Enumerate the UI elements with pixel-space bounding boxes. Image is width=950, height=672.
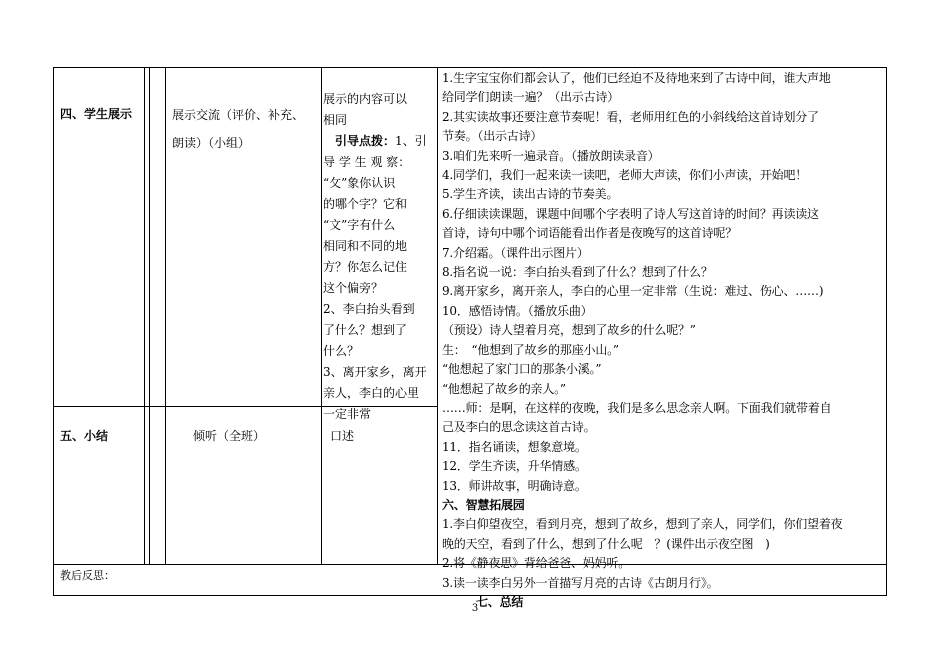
- guidance-line: 什么？: [323, 344, 360, 358]
- section6-line: 2.将《静夜思》背给爸爸、妈妈听。: [442, 556, 631, 571]
- guidance-line: 展示的内容可以: [323, 92, 408, 106]
- section6-title: 六、智慧拓展园: [442, 497, 525, 512]
- step-label-row5: 五、小结: [60, 429, 109, 443]
- guidance-line: “文”字有什么: [323, 218, 396, 232]
- process-line: 11．指名诵读，想象意境。: [442, 439, 587, 454]
- guidance-label-bold: 引导点拨：: [335, 134, 396, 148]
- process-line: 节奏。（出示古诗）: [442, 129, 543, 144]
- activity-row4-line2: 朗读）（小组）: [172, 136, 251, 150]
- process-line: 生： “他想到了故乡的那座小山。”: [442, 342, 619, 357]
- process-line: 3.咱们先来听一遍录音。（播放朗读录音）: [442, 148, 660, 163]
- process-line: 5.学生齐读，读出古诗的节奏美。: [442, 187, 619, 202]
- activity-row4: [172, 104, 320, 155]
- guidance-line: “攵”象你认识: [323, 176, 396, 190]
- process-line: 2.其实读故事还要注意节奏呢！看，老师用红色的小斜线给这首诗划分了: [442, 109, 819, 124]
- guidance-line: 2、李白抬头看到: [323, 302, 415, 316]
- col-divider-3: [165, 67, 166, 565]
- process-line: 6.仔细读读课题，课题中间哪个字表明了诗人写这首诗的时间？再读读这: [442, 206, 819, 221]
- process-line: 己及李白的思念读这首古诗。: [442, 420, 596, 435]
- process-line: 9.离开家乡，离开亲人，李白的心里一定非常（生说：难过、伤心、……): [442, 284, 824, 299]
- activity-row4-line1: 展示交流（评价、补充、: [172, 108, 305, 122]
- col-divider-2: [149, 67, 150, 565]
- section6-line: 1.李白仰望夜空，看到月亮，想到了故乡，想到了亲人，同学们，你们望着夜: [442, 517, 843, 532]
- page-number: 3: [471, 603, 479, 614]
- process-column: [442, 69, 886, 612]
- table-border-right: [886, 67, 887, 596]
- process-line: ……师：是啊，在这样的夜晚，我们是多么思念亲人啊。下面我们就带着自: [442, 400, 832, 415]
- process-line: （预设）诗人望着月亮，想到了故乡的什么呢？”: [442, 323, 696, 338]
- process-line: 首诗，诗句中哪个词语能看出作者是夜晚写的这首诗呢？: [442, 226, 738, 241]
- table-border-left: [53, 67, 54, 596]
- guidance-column: [323, 89, 435, 425]
- col-divider-5: [437, 67, 438, 565]
- guidance-line: 相同: [323, 113, 348, 127]
- guidance-line: 的哪个字？它和: [323, 197, 408, 211]
- col-divider-1: [144, 67, 145, 565]
- guidance-line: 方？你怎么记住: [323, 260, 408, 274]
- step-label-row4: 四、学生展示: [60, 107, 133, 121]
- col-divider-4: [321, 67, 322, 565]
- process-line: “他想起了故乡的亲人。”: [442, 381, 566, 396]
- guidance-line: 相同和不同的地: [323, 239, 408, 253]
- process-line: 给同学们朗读一遍？（出示古诗）: [442, 90, 620, 105]
- guidance-line: [323, 131, 435, 152]
- process-line: 7.介绍霜。（课件出示图片）: [442, 245, 589, 260]
- process-line: 10．感悟诗情。（播放乐曲）: [442, 303, 593, 318]
- section6-line: 晚的天空，看到了什么，想到了什么呢 ？(课件出示夜空图 ): [442, 536, 770, 551]
- guidance-line-rest: 1、引: [395, 134, 427, 148]
- section6-line: 3.读一读李白另外一首描写月亮的古诗《古朗月行》。: [442, 575, 719, 590]
- guidance-line: 亲人，李白的心里: [323, 386, 420, 400]
- activity-row5: 倾听（全班）: [193, 429, 266, 443]
- process-line: 4.同学们，我们一起来读一读吧，老师大声读，你们小声读，开始吧！: [442, 168, 808, 183]
- guidance-line: 这个偏旁？: [323, 281, 384, 295]
- guidance-line: 导 学 生 观 察：: [323, 155, 411, 169]
- process-line: 13．师讲故事，明确诗意。: [442, 478, 587, 493]
- process-line: 1.生字宝宝你们都会认了，他们已经迫不及待地来到了古诗中间，谁大声地: [442, 71, 831, 85]
- process-line: “他想起了家门口的那条小溪。”: [442, 362, 602, 377]
- process-line: 12．学生齐读，升华情感。: [442, 459, 587, 474]
- method-row5: 口述: [330, 429, 355, 443]
- guidance-line: 3、离开家乡，离开: [323, 365, 427, 379]
- guidance-line: 了什么？想到了: [323, 323, 408, 337]
- table-border-top: [53, 67, 887, 68]
- reflection-label: 教后反思：: [60, 569, 115, 582]
- guidance-line: 一定非常: [323, 407, 372, 421]
- section7-title: 七、总结: [476, 594, 524, 609]
- process-line: 8.指名说一说：李白抬头看到了什么？想到了什么？: [442, 265, 713, 280]
